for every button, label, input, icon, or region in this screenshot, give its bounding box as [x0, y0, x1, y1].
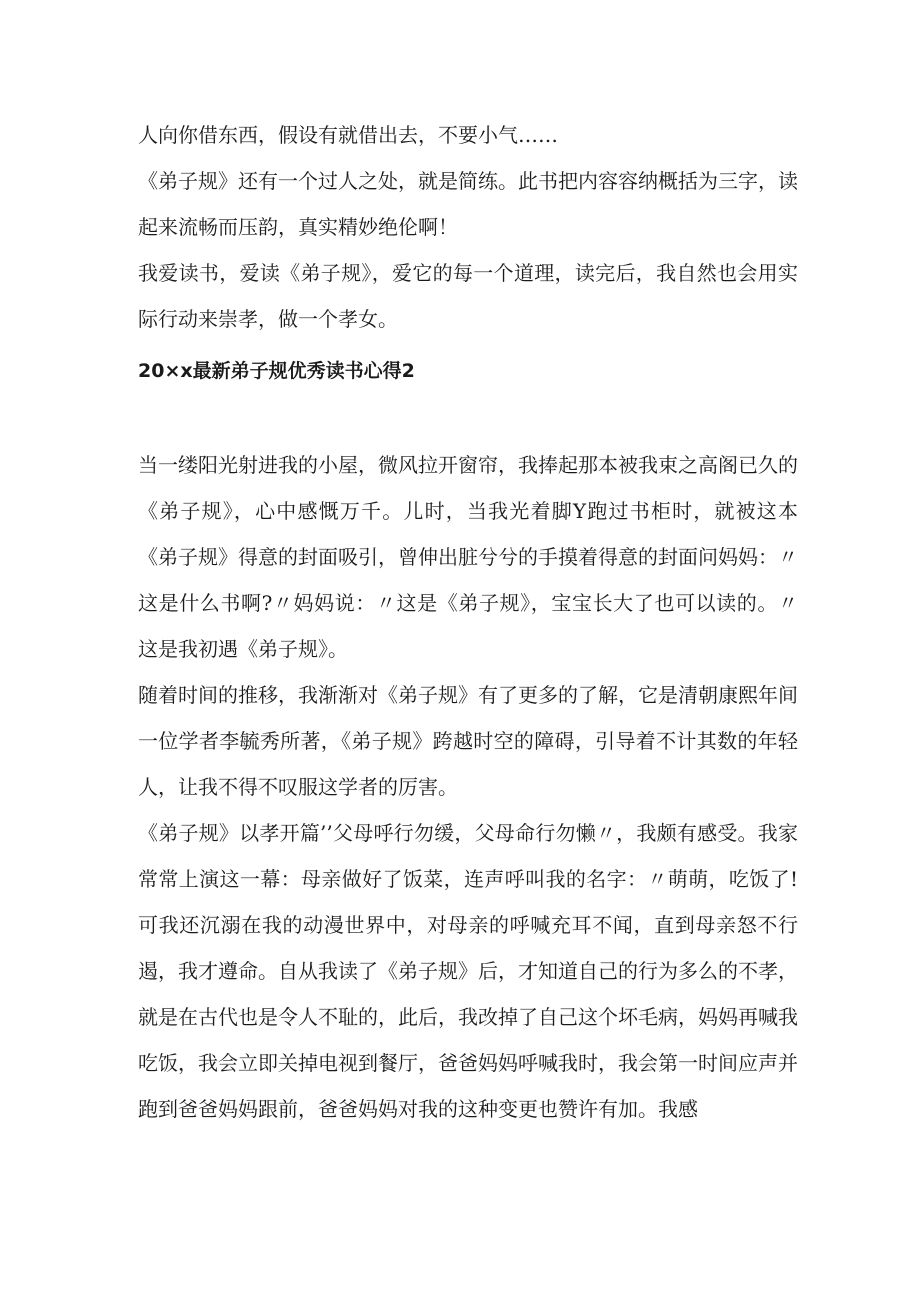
section-1	[138, 112, 798, 342]
paragraph: 人向你借东西，假设有就借出去，不要小气……	[138, 123, 558, 147]
document-body	[138, 112, 798, 1132]
paragraph: 《弟子规》还有一个过人之处，就是简练。此书把内容容纳概括为三字，读起来流畅而压韵，真实精妙绝伦啊！	[138, 169, 798, 239]
paragraph: 我爱读书，爱读《弟子规》，爱它的每一个道理，读完后，我自然也会用实际行动来崇孝，做一个孝女。	[138, 261, 798, 331]
section-2	[138, 442, 798, 1132]
paragraph: 当一缕阳光射进我的小屋，微风拉开窗帘，我捧起那本被我束之高阁已久的《弟子规》，心中感慨万千。儿时，当我光着脚Y跑过书柜时，就被这本《弟子规》得意的封面吸引，曾伸出脏兮兮的手摸着得意的封面问妈妈：〃这是什么书啊?〃妈妈说：〃这是《弟子规》，宝宝长大了也可以读的。〃这是我初遇《弟子规》。	[138, 453, 798, 661]
paragraph: 随着时间的推移，我渐渐对《弟子规》有了更多的了解，它是清朝康熙年间一位学者李毓秀所著，《弟子规》跨越时空的障碍，引导着不计其数的年轻人，让我不得不叹服这学者的厉害。	[138, 683, 798, 799]
blank-line	[138, 394, 798, 442]
section-heading: 20×x最新弟子规优秀读书心得2	[138, 360, 415, 382]
paragraph: 《弟子规》以孝开篇’’父母呼行勿缓，父母命行勿懒〃，我颇有感受。我家常常上演这一幕：母亲做好了饭菜，连声呼叫我的名字：〃萌萌，吃饭了!可我还沉溺在我的动漫世界中，对母亲的呼喊充耳不闻，直到母亲怒不行遏，我才遵命。自从我读了《弟子规》后，才知道自己的行为多么的不孝，就是在古代也是令人不耻的，此后，我改掉了自己这个坏毛病，妈妈再喊我吃饭，我会立即关掉电视到餐厅，爸爸妈妈呼喊我时，我会第一时间应声并跑到爸爸妈妈跟前，爸爸妈妈对我的这种变更也赞许有加。我感	[138, 821, 798, 1121]
